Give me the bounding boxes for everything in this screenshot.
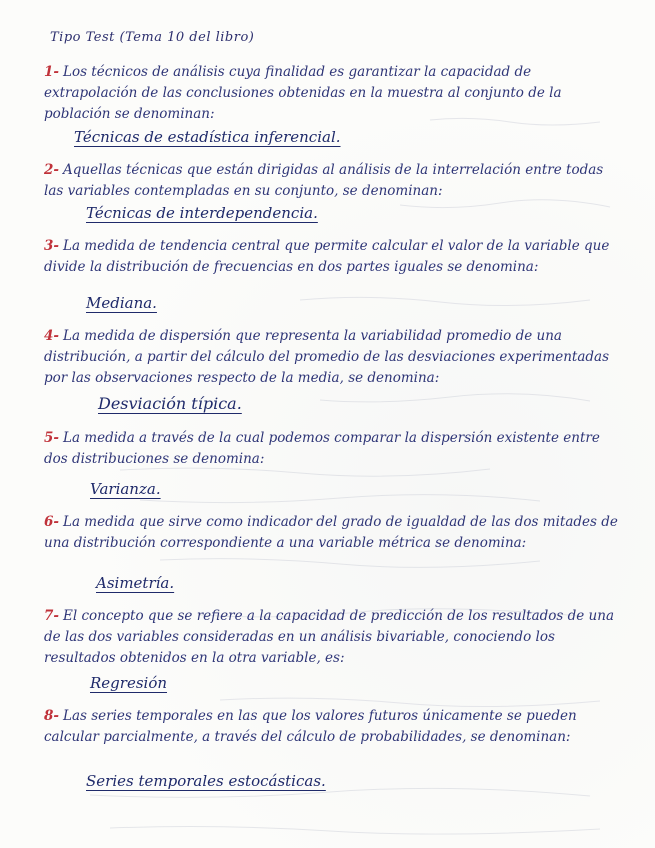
question-8	[44, 706, 624, 748]
answer-7: Regresión	[90, 674, 168, 692]
question-text: La medida de dispersión que representa la variabilidad promedio de una distribución, a partir del cálculo del promedio de las desviaciones experimentadas por las observaciones respecto de la media, se denomina:	[44, 328, 610, 386]
answer-1: Técnicas de estadística inferencial.	[74, 128, 341, 146]
question-number: 4-	[44, 328, 59, 344]
question-number: 6-	[44, 514, 59, 530]
answer-8: Series temporales estocásticas.	[86, 772, 326, 790]
question-text: La medida que sirve como indicador del grado de igualdad de las dos mitades de una distribución correspondiente a una variable métrica se denomina:	[44, 514, 618, 551]
answer-2: Técnicas de interdependencia.	[86, 204, 318, 222]
question-text: La medida a través de la cual podemos comparar la dispersión existente entre dos distribuciones se denomina:	[44, 430, 600, 467]
question-text: Los técnicos de análisis cuya finalidad es garantizar la capacidad de extrapolación de las conclusiones obtenidas en la muestra al conjunto de la población se denominan:	[44, 64, 562, 122]
answer-3: Mediana.	[86, 294, 157, 312]
question-6	[44, 512, 624, 554]
question-number: 5-	[44, 430, 59, 446]
answer-6: Asimetría.	[96, 574, 175, 592]
question-2	[44, 160, 624, 202]
question-text: Aquellas técnicas que están dirigidas al análisis de la interrelación entre todas las variables contempladas en su conjunto, se denominan:	[44, 162, 604, 199]
question-text: El concepto que se refiere a la capacidad de predicción de los resultados de una de las dos variables consideradas en un análisis bivariable, conociendo los resultados obtenidos en la otra variable, es:	[44, 608, 614, 666]
question-4	[44, 326, 624, 389]
answer-4: Desviación típica.	[98, 394, 242, 413]
question-text: Las series temporales en las que los valores futuros únicamente se pueden calcular parcialmente, a través del cálculo de probabilidades, se denominan:	[44, 708, 577, 745]
question-number: 3-	[44, 238, 59, 254]
question-1	[44, 62, 624, 125]
question-7	[44, 606, 624, 669]
question-3	[44, 236, 624, 278]
question-text: La medida de tendencia central que permite calcular el valor de la variable que divide la distribución de frecuencias en dos partes iguales se denomina:	[44, 238, 610, 275]
question-number: 8-	[44, 708, 59, 724]
answer-5: Varianza.	[90, 480, 161, 498]
page-title: Tipo Test (Tema 10 del libro)	[50, 30, 255, 45]
question-number: 7-	[44, 608, 59, 624]
question-number: 2-	[44, 162, 59, 178]
question-5	[44, 428, 624, 470]
question-number: 1-	[44, 64, 59, 80]
